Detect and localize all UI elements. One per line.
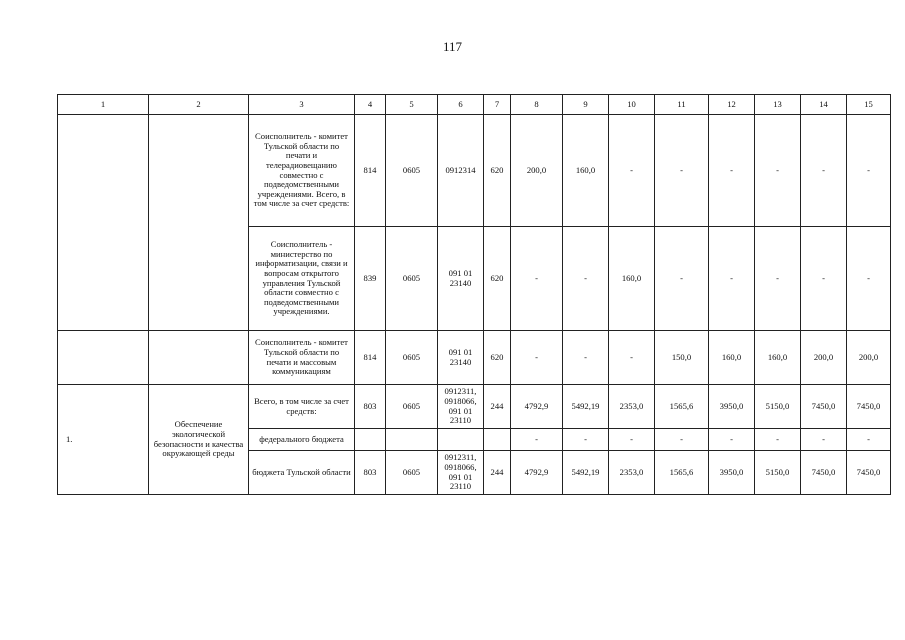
header-cell: 8	[511, 95, 563, 115]
header-cell: 6	[438, 95, 484, 115]
table-cell: -	[755, 227, 801, 331]
table-cell: 200,0	[511, 115, 563, 227]
table-cell: 091 01 23140	[438, 227, 484, 331]
table-cell: 160,0	[609, 227, 655, 331]
table-cell: 160,0	[563, 115, 609, 227]
table-cell	[484, 429, 511, 451]
table-cell: 7450,0	[801, 385, 847, 429]
empty-cell	[58, 115, 149, 331]
table-cell: -	[847, 115, 891, 227]
table-cell: -	[609, 115, 655, 227]
executor-cell: Соисполнитель - комитет Тульской области по печати и массовым коммуникациям	[249, 331, 355, 385]
table-cell: 0605	[386, 115, 438, 227]
table-cell: -	[609, 429, 655, 451]
header-cell: 14	[801, 95, 847, 115]
funding-label: федерального бюджета	[249, 429, 355, 451]
table-cell: -	[755, 429, 801, 451]
table-cell: 814	[355, 331, 386, 385]
budget-table	[57, 94, 891, 495]
table-cell: 620	[484, 331, 511, 385]
table-cell: -	[801, 429, 847, 451]
header-cell: 10	[609, 95, 655, 115]
empty-cell	[149, 115, 249, 331]
table-cell: 1565,6	[655, 385, 709, 429]
table-cell: 0605	[386, 227, 438, 331]
table-cell	[386, 429, 438, 451]
table-cell: 0912311, 0918066, 091 01 23110	[438, 451, 484, 495]
table-cell: 803	[355, 451, 386, 495]
table-cell: 150,0	[655, 331, 709, 385]
table-cell: -	[847, 429, 891, 451]
table-cell: 7450,0	[847, 385, 891, 429]
header-cell: 1	[58, 95, 149, 115]
table-cell: -	[511, 429, 563, 451]
table-cell: 244	[484, 451, 511, 495]
table-cell	[438, 429, 484, 451]
page-number: 117	[442, 39, 463, 54]
table-cell: 1565,6	[655, 451, 709, 495]
table-cell: -	[655, 115, 709, 227]
table-cell: 160,0	[709, 331, 755, 385]
table-cell: 244	[484, 385, 511, 429]
table-cell: 2353,0	[609, 451, 655, 495]
table-cell: 4792,9	[511, 451, 563, 495]
table-cell: 0605	[386, 451, 438, 495]
section-name: Обеспечение экологической безопасности и качества окружающей среды	[149, 385, 249, 495]
table-cell: -	[609, 331, 655, 385]
table-cell: -	[511, 227, 563, 331]
table-cell: 3950,0	[709, 451, 755, 495]
section-number: 1.	[58, 385, 149, 495]
table-cell: 7450,0	[801, 451, 847, 495]
table-cell: 5492,19	[563, 385, 609, 429]
table-cell: 0605	[386, 331, 438, 385]
table-cell: 5150,0	[755, 385, 801, 429]
table-cell: -	[655, 429, 709, 451]
table-cell: 7450,0	[847, 451, 891, 495]
table-cell: 160,0	[755, 331, 801, 385]
header-cell: 15	[847, 95, 891, 115]
funding-label: бюджета Тульской области	[249, 451, 355, 495]
empty-cell	[149, 331, 249, 385]
header-cell: 11	[655, 95, 709, 115]
table-cell: 0912314	[438, 115, 484, 227]
table-cell: -	[709, 429, 755, 451]
table-cell: -	[563, 429, 609, 451]
table-cell: -	[563, 227, 609, 331]
table-cell: 620	[484, 227, 511, 331]
executor-cell: Соисполнитель - министерство по информатизации, связи и вопросам открытого управления Тульской области совместно с подведомственными учреждениями.	[249, 227, 355, 331]
table-cell: 814	[355, 115, 386, 227]
table-cell: -	[709, 227, 755, 331]
table-cell: 3950,0	[709, 385, 755, 429]
header-cell: 13	[755, 95, 801, 115]
executor-cell: Соисполнитель - комитет Тульской области по печати и телерадиовещанию совместно с подведомственными учреждениями. Всего, в том числе за счет средств:	[249, 115, 355, 227]
table-cell: -	[847, 227, 891, 331]
table-cell: 5492,19	[563, 451, 609, 495]
table-cell: 0605	[386, 385, 438, 429]
table-cell: 620	[484, 115, 511, 227]
table-cell: 803	[355, 385, 386, 429]
table-cell: 200,0	[847, 331, 891, 385]
table-cell: -	[511, 331, 563, 385]
header-cell: 5	[386, 95, 438, 115]
table-cell	[355, 429, 386, 451]
header-cell: 12	[709, 95, 755, 115]
empty-cell	[58, 331, 149, 385]
header-cell: 2	[149, 95, 249, 115]
header-cell: 4	[355, 95, 386, 115]
table-cell: 0912311, 0918066, 091 01 23110	[438, 385, 484, 429]
table-cell: -	[655, 227, 709, 331]
funding-label: Всего, в том числе за счет средств:	[249, 385, 355, 429]
table-cell: 200,0	[801, 331, 847, 385]
table-cell: -	[755, 115, 801, 227]
header-cell: 3	[249, 95, 355, 115]
table-cell: 839	[355, 227, 386, 331]
table-row	[58, 385, 891, 429]
header-row	[58, 95, 891, 115]
header-cell: 9	[563, 95, 609, 115]
table-cell: 4792,9	[511, 385, 563, 429]
table-cell: -	[801, 227, 847, 331]
table-row	[58, 115, 891, 227]
table-cell: -	[709, 115, 755, 227]
table-cell: 2353,0	[609, 385, 655, 429]
table-cell: -	[801, 115, 847, 227]
table-cell: 091 01 23140	[438, 331, 484, 385]
table-row	[58, 331, 891, 385]
table-cell: 5150,0	[755, 451, 801, 495]
table-cell: -	[563, 331, 609, 385]
header-cell: 7	[484, 95, 511, 115]
